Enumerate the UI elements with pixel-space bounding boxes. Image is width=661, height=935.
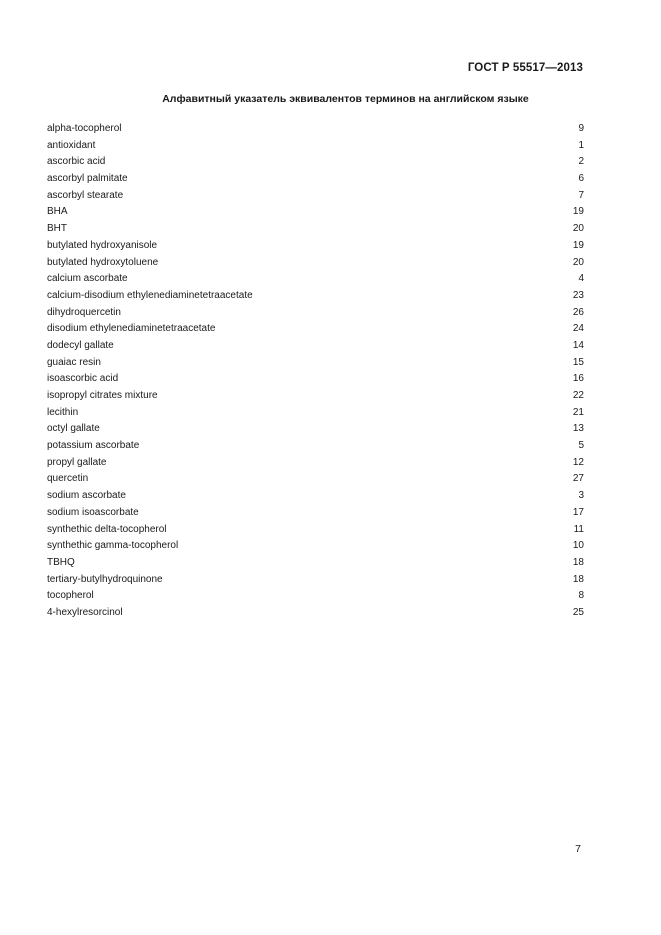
index-entry [47, 321, 584, 338]
index-term-number: 11 [573, 523, 584, 535]
index-entry [47, 588, 584, 605]
index-term-number: 20 [572, 256, 584, 268]
index-entry [47, 605, 584, 622]
index-term-number: 23 [572, 289, 584, 301]
index-term-number: 1 [578, 139, 584, 151]
index-term: tocopherol [47, 590, 94, 602]
index-term-number: 4 [578, 273, 584, 285]
index-term: isoascorbic acid [47, 373, 119, 385]
page-number: 7 [575, 843, 581, 855]
index-term: potassium ascorbate [47, 440, 140, 452]
index-entry [47, 572, 584, 589]
index-term-number: 15 [572, 356, 584, 368]
index-term: calcium-disodium ethylenediaminetetraacetate [47, 289, 253, 301]
index-entry [47, 421, 584, 438]
index-term: dihydroquercetin [47, 306, 121, 318]
index-list [47, 121, 584, 622]
index-entry [47, 388, 584, 405]
index-entry [47, 488, 584, 505]
index-term-number: 18 [572, 556, 584, 568]
index-term-number: 8 [578, 590, 584, 602]
index-term: disodium ethylenediaminetetraacetate [47, 323, 216, 335]
index-term-number: 24 [572, 323, 584, 335]
index-term: guaiac resin [47, 356, 101, 368]
index-term: isopropyl citrates mixture [47, 390, 158, 401]
index-term: BHT [47, 223, 67, 235]
index-term-number: 3 [578, 490, 584, 502]
index-term-number: 14 [572, 339, 584, 351]
index-term-number: 18 [572, 573, 584, 585]
index-term: calcium ascorbate [47, 273, 128, 285]
index-term-number: 2 [578, 156, 584, 168]
index-term: antioxidant [47, 139, 96, 151]
index-term: ascorbic acid [47, 156, 106, 168]
index-entry [47, 338, 584, 355]
index-term-number: 9 [578, 123, 584, 134]
index-entry [47, 255, 584, 272]
index-entry [47, 405, 584, 422]
index-term: butylated hydroxytoluene [47, 256, 159, 268]
index-entry [47, 305, 584, 322]
index-term: sodium isoascorbate [47, 506, 139, 518]
index-entry [47, 455, 584, 472]
index-term: lecithin [47, 406, 79, 418]
index-term-number: 21 [572, 406, 584, 418]
index-term: 4-hexylresorcinol [47, 606, 123, 618]
index-entry [47, 171, 584, 188]
index-entry [47, 154, 584, 171]
index-term-number: 6 [578, 173, 584, 185]
index-term: sodium ascorbate [47, 490, 126, 502]
index-term: tertiary-butylhydroquinone [47, 573, 163, 585]
index-term: synthethic delta-tocopherol [47, 523, 167, 535]
index-entry [47, 522, 584, 539]
index-term-number: 19 [572, 206, 584, 218]
index-entry [47, 371, 584, 388]
index-term-number: 22 [572, 390, 584, 401]
index-term: BHA [47, 206, 68, 218]
index-entry [47, 238, 584, 255]
index-title: Алфавитный указатель эквивалентов терминов на английском языке [162, 93, 529, 105]
index-term: synthethic gamma-tocopherol [47, 540, 179, 552]
index-term-number: 17 [572, 506, 584, 518]
index-term: dodecyl gallate [47, 339, 114, 351]
index-term-number: 26 [572, 306, 584, 318]
index-entry [47, 505, 584, 522]
index-term-number: 25 [572, 606, 584, 618]
index-term: TBHQ [47, 556, 75, 568]
index-entry [47, 121, 584, 138]
index-term-number: 20 [572, 223, 584, 235]
index-term: alpha-tocopherol [47, 123, 122, 134]
index-entry [47, 438, 584, 455]
index-term: quercetin [47, 473, 89, 485]
index-term: octyl gallate [47, 423, 100, 435]
index-entry [47, 471, 584, 488]
index-term: ascorbyl stearate [47, 189, 124, 201]
index-entry [47, 221, 584, 238]
index-term-number: 19 [572, 239, 584, 251]
index-entry [47, 188, 584, 205]
index-entry [47, 555, 584, 572]
index-term-number: 12 [572, 456, 584, 468]
index-term: propyl gallate [47, 456, 107, 468]
index-term: butylated hydroxyanisole [47, 239, 158, 251]
index-term: ascorbyl palmitate [47, 173, 128, 185]
index-entry [47, 271, 584, 288]
index-entry [47, 204, 584, 221]
standard-code: ГОСТ Р 55517—2013 [467, 62, 583, 74]
index-term-number: 13 [572, 423, 584, 435]
index-entry [47, 288, 584, 305]
index-term-number: 16 [572, 373, 584, 385]
index-term-number: 10 [572, 540, 584, 552]
index-entry [47, 355, 584, 372]
index-entry [47, 538, 584, 555]
index-term-number: 7 [578, 189, 584, 201]
index-entry [47, 138, 584, 155]
index-term-number: 27 [572, 473, 584, 485]
index-term-number: 5 [578, 440, 584, 452]
